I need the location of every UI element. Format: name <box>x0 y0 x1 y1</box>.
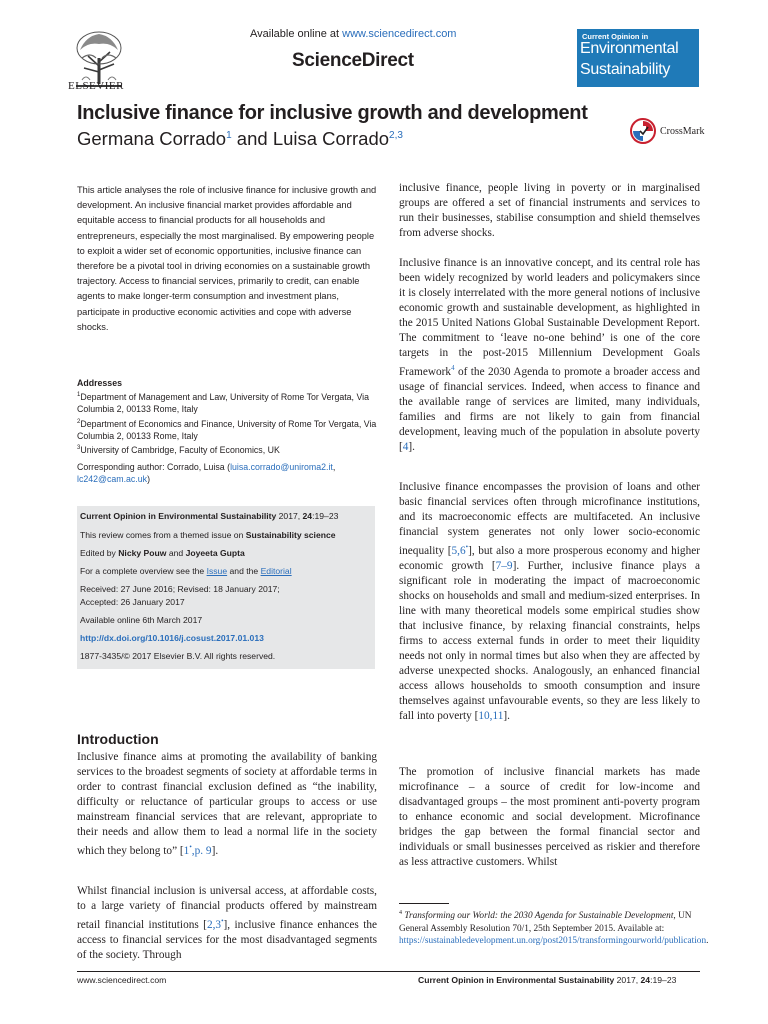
citation-link[interactable]: 7–9 <box>495 559 513 572</box>
author-name: Germana Corrado <box>77 128 227 149</box>
citation-link[interactable]: 10,11 <box>478 709 504 722</box>
online-date-line: Available online 6th March 2017 <box>80 615 203 625</box>
journal-badge-line1: Environmental <box>580 40 679 57</box>
doi-line <box>80 633 264 643</box>
publisher-name: ELSEVIER <box>68 80 124 92</box>
corresponding-author: Corresponding author: Corrado, Luisa (luisa.corrado@uniroma2.it, lc242@cam.ac.uk) <box>77 462 336 485</box>
overview-line: For a complete overview see the Issue and the Editorial <box>80 566 292 576</box>
citation-line: Current Opinion in Environmental Sustainability 2017, 24:19–23 <box>80 511 339 521</box>
address-item: $^3$University of Cambridge, Faculty of Economics, UK <box>77 444 280 455</box>
copyright-line: 1877-3435/© 2017 Elsevier B.V. All rights reserved. <box>80 651 276 661</box>
sciencedirect-wordmark: ScienceDirect <box>292 50 414 71</box>
citation-link[interactable]: ,p. 9 <box>191 844 212 857</box>
footer-divider <box>77 971 700 972</box>
sciencedirect-link[interactable]: www.sciencedirect.com <box>342 28 457 40</box>
body-paragraph: The promotion of inclusive financial markets has made microfinance – a source of credit for low-income and disadvantaged groups – the most prominent anti-poverty program to enhance economic and social development. Microfinance bridges the gap between the formal financial sector and individuals or small businesses perceived as riskier and therefore as less attractive customers. Whilst <box>399 766 700 868</box>
affiliation-sup[interactable]: 2,3 <box>389 129 403 141</box>
crossmark-icon <box>630 118 656 144</box>
journal-badge-line2: Sustainability <box>580 61 671 78</box>
crossmark-label: CrossMark <box>660 126 705 137</box>
doi-link[interactable]: http://dx.doi.org/10.1016/j.cosust.2017.01.013 <box>80 633 264 643</box>
abstract <box>77 183 377 335</box>
citation-link[interactable]: 2,3 <box>206 918 222 931</box>
received-line: Received: 27 June 2016; Revised: 18 January 2017; <box>80 584 280 594</box>
citation-link[interactable]: 5,6 <box>451 544 466 557</box>
abstract-text: This article analyses the role of inclusive finance for inclusive growth and development. An inclusive financial market provides affordable and equitable access to financial products for all households and entrepreneurs, especially the most marginalised. By empowering people to exploit a wider set of economic opportunities, inclusive finance can therefore be a pivotal tool in driving economies on a sustainable growth trajectory. Access to financial services, primarily to credit, can enable agents to make longer-term consumption and investment plans, participate in productive economic activities and cope with adverse shocks. <box>77 185 377 332</box>
address-item: $^1$Department of Management and Law, University of Rome Tor Vergata, Via Columbia 2, 00133 Rome, Italy <box>77 392 370 415</box>
citation-link[interactable]: 1 <box>183 844 190 857</box>
addresses-heading: Addresses <box>77 378 122 388</box>
editors-line: Edited by Nicky Pouw and Joyeeta Gupta <box>80 548 245 558</box>
footer-site-link[interactable]: www.sciencedirect.com <box>77 975 167 985</box>
email-link[interactable]: luisa.corrado@uniroma2.it <box>230 462 333 472</box>
footnote: $^4$ Transforming our World: the 2030 Agenda for Sustainable Development, UN General Assembly Resolution 70/1, 25th September 2015. Available at: https://sustainabledevelopment.un.org/post2015/transformingourworld/publication. <box>399 910 709 947</box>
footnote-marker[interactable]: 4 <box>451 364 455 372</box>
body-paragraph: Inclusive finance is an innovative concept, and its central role has been widely recognized by world leaders and policymakers since it is closely interrelated with the more general notions of inclusive economic growth and sustainable development, as highlighted in the 2015 United Nations Global Sustainable Development Report. The commitment to ‘leave no-one behind’ is one of the core targets in the post-2015 Millennium Development Goals Framework$^4$ of the 2030 Agenda to promote a broader access and usage of financial services. Indeed, when access to finance and the available range of services are limited, many individuals, families and firms are not likely to gain from financial development, leaving much of the population in absolute poverty [4]. <box>399 257 700 453</box>
intro-paragraph: Inclusive finance aims at promoting the availability of banking services to the broadest segments of society at affordable terms in order to contrast financial exclusion defined as “the inability, difficulty or reluctance of particular groups to access or use mainstream financial services that are relevant, appropriate to their needs and allow them to lead a normal life in the society which they belong to” [1•,p. 9]. <box>77 751 377 857</box>
footnote-url-link[interactable]: https://sustainabledevelopment.un.org/post2015/transformingourworld/publication <box>399 936 707 947</box>
body-paragraph: Inclusive finance encompasses the provision of loans and other basic financial services often through microfinance institutions, and its macroeconomic effects are multifaceted. An inclusive financial system generates not only lower socio-economic inequality [5,6•], but also a more prosperous economy and higher economic growth [7–9]. Further, inclusive finance plays a significant role in moderating the impact of macroeconomic shocks on households and small and medium-sized enterprises. In line with many theoretical models some empirical studies show that inclusive finance, by relaxing financial constraints, helps firms to access external funds in order to meet their liquidity needs not only in normal times but also when they are affected by adverse unexpected shocks. Analogously, an enhanced financial access allows households to smooth consumption and insure themselves against unfavourable events, so they are less likely to fall into poverty [10,11]. <box>399 481 700 722</box>
section-heading: Introduction <box>77 731 159 747</box>
article-title: Inclusive finance for inclusive growth and development <box>77 102 588 124</box>
addresses-block <box>77 377 377 456</box>
citation-link[interactable]: 4 <box>402 440 409 453</box>
affiliation-sup[interactable]: 1 <box>226 129 232 141</box>
journal-cover-badge <box>577 29 699 87</box>
footer-citation: Current Opinion in Environmental Sustainability 2017, 24:19–23 <box>418 975 677 985</box>
accepted-line: Accepted: 26 January 2017 <box>80 597 185 607</box>
crossmark-button[interactable] <box>630 118 720 146</box>
availability-line: Available online at www.sciencedirect.com <box>250 28 457 40</box>
themed-issue-line: This review comes from a themed issue on Sustainability science <box>80 530 336 540</box>
issue-link[interactable]: Issue <box>206 566 228 576</box>
journal-badge-small: Current Opinion in <box>582 32 649 41</box>
body-paragraph: inclusive finance, people living in poverty or in marginalised groups are offered a set of financial instruments and services to run their businesses, stabilise consumption and shield themselves from adverse shocks. <box>399 182 700 239</box>
editorial-link[interactable]: Editorial <box>260 566 292 576</box>
footnote-divider <box>399 903 449 904</box>
author-name: Luisa Corrado <box>272 128 390 149</box>
email-link[interactable]: lc242@cam.ac.uk <box>77 474 148 485</box>
intro-paragraph: Whilst financial inclusion is universal access, at affordable costs, to a large variety of financial products offered by mainstream retail financial institutions [2,3•], inclusive finance enhances the access to financial services for the most disadvantaged segments of the society. Through <box>77 885 377 961</box>
address-item: $^2$Department of Economics and Finance, University of Rome Tor Vergata, Via Columbia 2, 00133 Rome, Italy <box>77 418 377 441</box>
article-info-box <box>77 506 375 669</box>
author-line: Germana Corrado$^1$ and Luisa Corrado$^{2,3}$ <box>77 128 403 149</box>
